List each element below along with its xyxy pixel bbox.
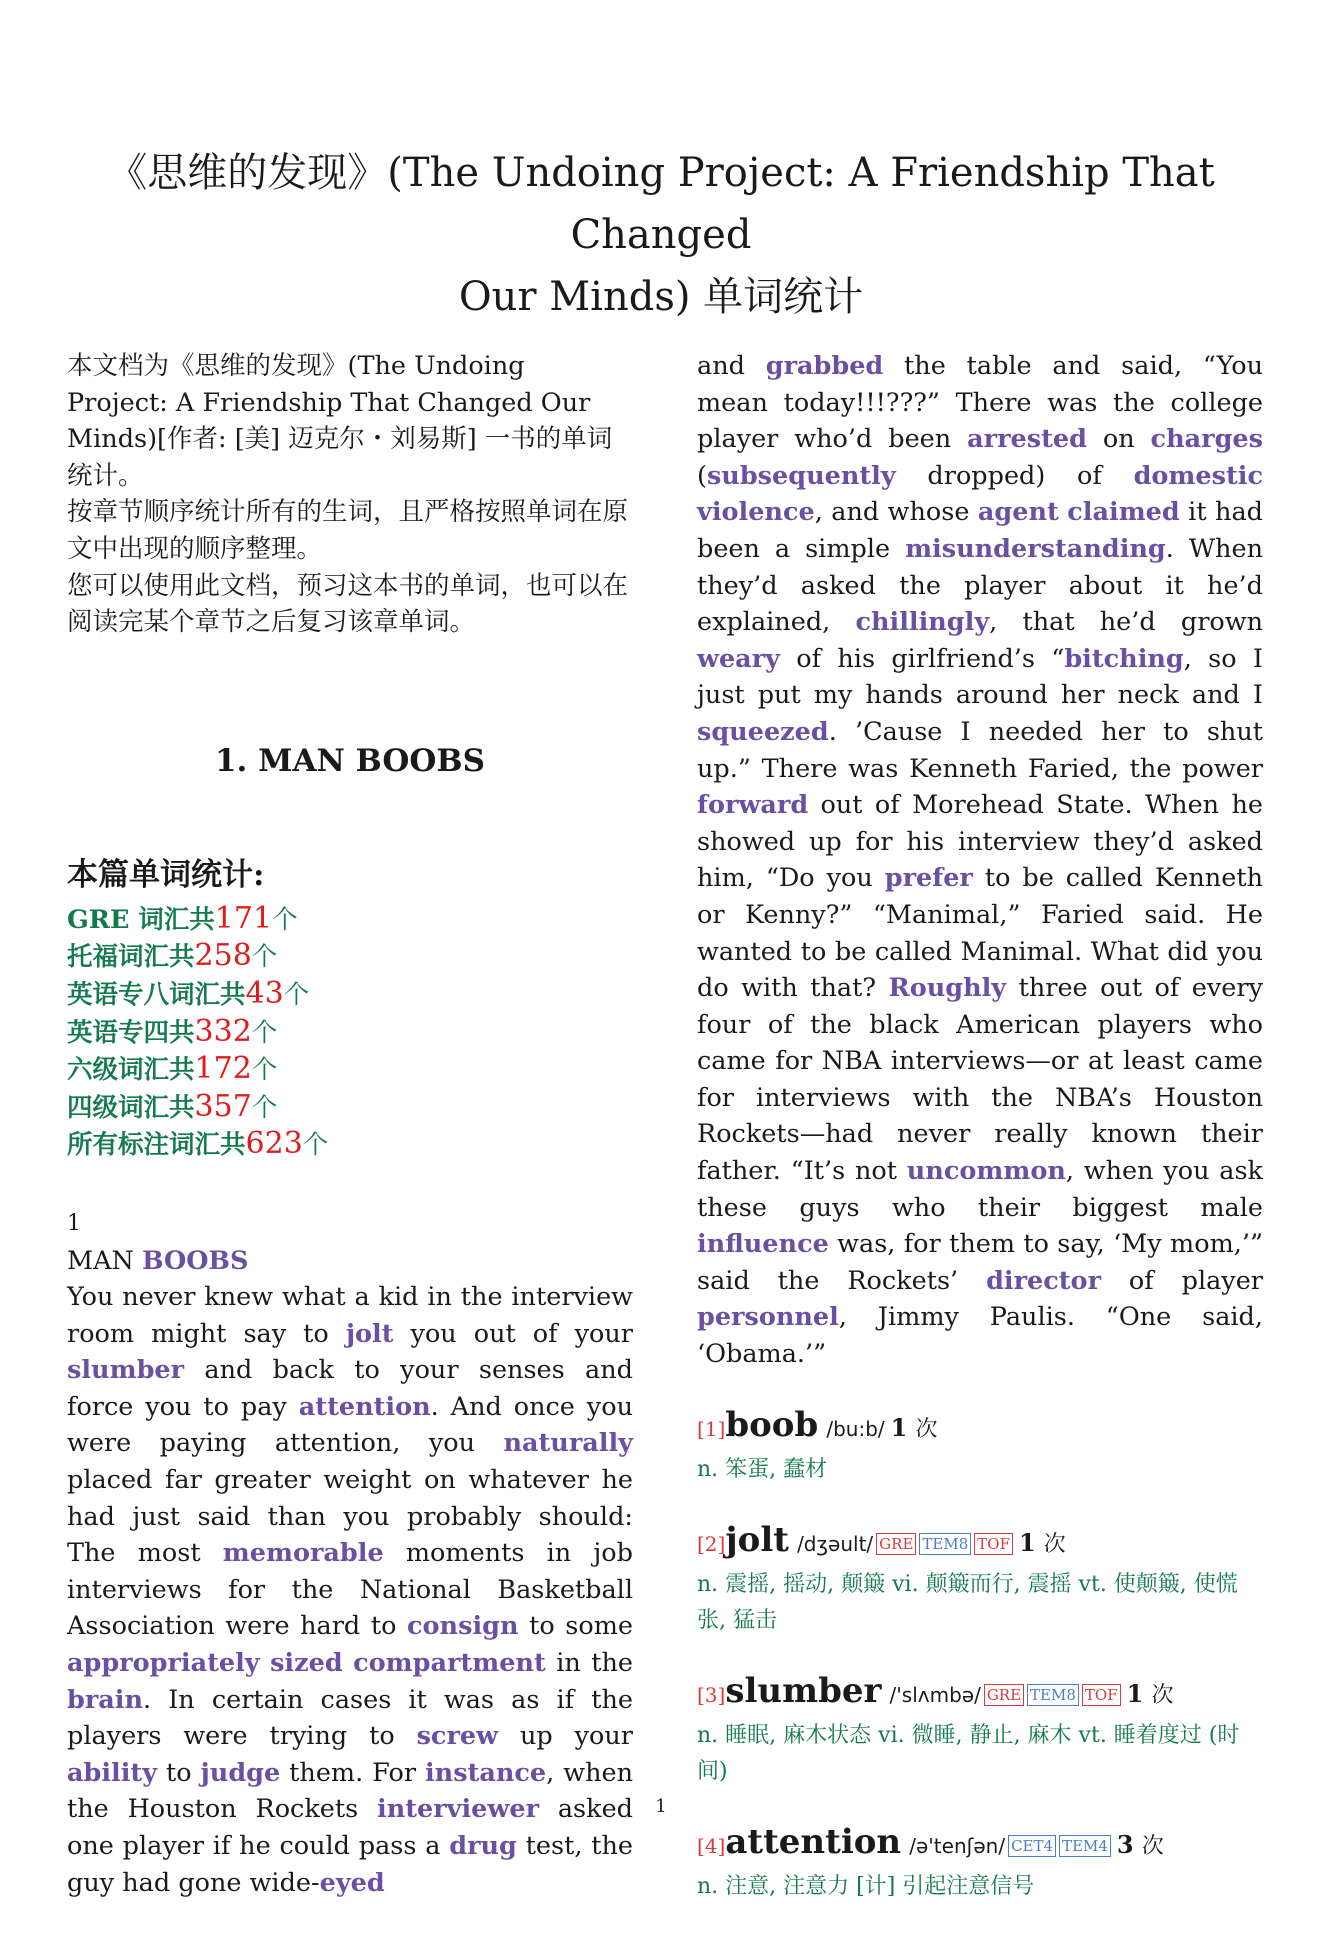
body-text: , so I just put my hands around her neck and I — [697, 643, 1263, 711]
vocab-count-unit: 次 — [915, 1416, 938, 1442]
stats-list — [67, 901, 633, 1164]
vocab-highlight: misunderstanding — [905, 533, 1166, 564]
body-text: You never knew what a kid in the interview room might say to — [67, 1282, 633, 1349]
vocab-highlight: sized — [270, 1648, 343, 1679]
vocab-highlight: grabbed — [765, 351, 884, 381]
vocab-highlight: naturally — [503, 1428, 633, 1459]
body-text: and — [697, 351, 766, 381]
vocab-pronunciation: /dʒəult/ — [797, 1531, 874, 1556]
stat-line — [67, 938, 633, 976]
vocab-highlight: prefer — [884, 863, 973, 894]
vocab-tag: GRE — [876, 1533, 916, 1555]
vocab-tag: TOF — [1082, 1684, 1121, 1706]
vocab-highlight: drug — [449, 1831, 517, 1861]
vocab-highlight: compartment — [353, 1648, 546, 1679]
page-title — [60, 142, 1262, 328]
body-text: . ’Cause I needed her to shut up.” There was Kenneth Faried, the power — [697, 716, 1263, 784]
vocab-definition: n. 笨蛋, 蠢材 — [697, 1456, 828, 1482]
vocab-word: jolt — [725, 1519, 789, 1560]
vocab-highlight: attention — [298, 1391, 431, 1422]
vocab-entry — [697, 1820, 1263, 1905]
intro-line: 按章节顺序统计所有的生词，且严格按照单词在原文中出现的顺序整理。 — [67, 497, 629, 564]
body-text: to be called Kenneth or Kenny?” “Manimal,” Faried said. He wanted to be called Manimal. What did you do with that? — [697, 863, 1263, 1004]
stat-unit: 个 — [251, 1017, 278, 1048]
body-text — [260, 1648, 270, 1678]
body-text: , when the Houston Rockets — [67, 1757, 634, 1825]
vocab-index: [1] — [697, 1416, 726, 1441]
stat-count: 623 — [245, 1126, 303, 1162]
body-text: , and whose — [814, 497, 978, 528]
stat-count: 357 — [194, 1088, 252, 1124]
vocab-highlight: slumber — [67, 1355, 185, 1386]
stat-label: 所有标注词汇共 — [67, 1130, 246, 1161]
vocab-highlight: uncommon — [906, 1156, 1066, 1187]
stat-line — [67, 976, 633, 1014]
vocab-highlight: screw — [416, 1721, 499, 1752]
title-line-1: 《思维的发现》(The Undoing Project: A Friendship That Changed — [107, 150, 1215, 258]
vocab-tag: TEM8 — [919, 1533, 971, 1555]
vocab-highlight: influence — [697, 1229, 829, 1260]
vocab-count: 1 — [1018, 1527, 1036, 1557]
left-column — [67, 348, 633, 1901]
stat-label: 六级词汇共 — [67, 1055, 195, 1086]
vocab-highlight: jolt — [345, 1318, 394, 1349]
vocab-highlight: instance — [424, 1757, 547, 1788]
vocab-index: [4] — [697, 1833, 726, 1858]
vocab-pronunciation: /'slʌmbə/ — [889, 1682, 981, 1707]
vocab-highlight: violence — [697, 497, 815, 528]
section-heading: 1. MAN BOOBS — [214, 742, 486, 779]
body-text: asked one player if he could pass a — [67, 1794, 633, 1861]
vocab-count: 1 — [1126, 1678, 1144, 1708]
right-column — [697, 348, 1263, 1935]
vocab-highlight: squeezed — [697, 716, 829, 747]
body-text — [1059, 497, 1067, 527]
body-text: out of Morehead State. When he showed up for his interview they’d asked him, “Do you — [697, 790, 1263, 894]
vocab-count-unit: 次 — [1141, 1833, 1164, 1859]
vocab-tag: CET4 — [1008, 1835, 1056, 1857]
vocab-highlight: memorable — [222, 1538, 384, 1569]
stat-label: GRE 词汇共 — [67, 904, 215, 935]
stat-line — [67, 1126, 633, 1164]
body-text: it had been a simple — [697, 497, 1263, 564]
vocab-pronunciation: /bu:b/ — [826, 1416, 885, 1441]
intro-block — [67, 348, 633, 641]
body-text — [343, 1648, 353, 1678]
stats-heading: 本篇单词统计: — [67, 856, 265, 893]
title-line-2: Our Minds) 单词统计 — [458, 274, 864, 320]
body-text: up your — [498, 1721, 633, 1752]
vocab-highlight: claimed — [1067, 497, 1180, 528]
vocab-highlight: bitching — [1064, 643, 1184, 674]
vocab-highlight: eyed — [319, 1867, 385, 1898]
body-text-right — [697, 348, 1263, 1373]
chapter-title-plain: MAN — [67, 1245, 142, 1276]
vocab-entry — [697, 1518, 1263, 1639]
vocab-tag: TEM4 — [1059, 1835, 1111, 1857]
body-text: ( — [697, 460, 707, 491]
stat-label: 英语专八词汇共 — [67, 979, 246, 1010]
vocab-word: boob — [725, 1404, 819, 1445]
vocab-highlight: personnel — [697, 1302, 839, 1333]
vocab-index: [3] — [697, 1682, 726, 1707]
stat-line — [67, 1051, 633, 1089]
vocab-highlight: domestic — [1133, 460, 1263, 491]
vocab-pronunciation: /ə'tenʃən/ — [909, 1833, 1006, 1858]
stat-unit: 个 — [251, 1055, 278, 1086]
chapter-title — [67, 1243, 633, 1280]
vocab-highlight: forward — [697, 790, 809, 821]
vocab-count: 1 — [890, 1412, 908, 1442]
intro-line: 您可以使用此文档，预习这本书的单词，也可以在阅读完某个章节之后复习该章单词。 — [67, 570, 629, 638]
body-text: . When they’d asked the player about it he’d explained, — [697, 533, 1263, 638]
stat-unit: 个 — [251, 1092, 278, 1123]
vocab-entry — [697, 1669, 1263, 1790]
body-text: on — [1086, 424, 1151, 455]
stat-unit: 个 — [283, 979, 310, 1010]
vocab-definition: n. 震摇, 摇动, 颠簸 vi. 颠簸而行, 震摇 vt. 使颠簸, 使慌张, 猛击 — [697, 1571, 1238, 1633]
stat-line — [67, 901, 633, 939]
vocab-tag: TOF — [974, 1533, 1013, 1555]
vocab-tag: TEM8 — [1027, 1684, 1079, 1706]
vocab-highlight: arrested — [967, 424, 1087, 455]
vocab-definition: n. 注意, 注意力 [计] 引起注意信号 — [697, 1873, 1035, 1899]
vocab-highlight: judge — [200, 1757, 281, 1788]
stat-line — [67, 1089, 633, 1127]
stat-count: 171 — [214, 900, 273, 936]
stat-count: 332 — [194, 1013, 252, 1049]
stat-unit: 个 — [251, 942, 278, 973]
body-text: , Jimmy Paulis. “One said, ‘Obama.’” — [697, 1302, 1263, 1370]
vocab-entry — [697, 1403, 1263, 1488]
body-text: was, for them to say, ‘My mom,’” said the Rockets’ — [697, 1229, 1263, 1296]
stat-line — [67, 1014, 633, 1052]
vocab-count-unit: 次 — [1043, 1531, 1066, 1557]
intro-line: 本文档为《思维的发现》(The Undoing Project: A Friendship That Changed Our Minds)[作者: [美] 迈克尔・刘易斯] 一书的单词统计。 — [67, 351, 613, 491]
body-text: moments in job interviews for the National Basketball Association were hard to — [67, 1538, 633, 1642]
body-text: in the — [545, 1648, 633, 1679]
body-text: test, the guy had gone wide- — [67, 1831, 633, 1898]
vocab-highlight: agent — [977, 497, 1059, 528]
stat-label: 托福词汇共 — [67, 942, 195, 973]
stat-label: 四级词汇共 — [67, 1092, 195, 1123]
vocab-highlight: weary — [697, 643, 780, 674]
body-text: of player — [1101, 1265, 1263, 1296]
vocab-word: slumber — [725, 1670, 882, 1711]
chapter-title-highlight: BOOBS — [141, 1245, 249, 1276]
vocab-head — [697, 1669, 1263, 1718]
body-text: three out of every four of the black American players who came for NBA interviews—or at least came for interviews with the NBA’s Houston Rockets—had never really known their father. “It’s not — [697, 973, 1263, 1187]
stat-unit: 个 — [302, 1130, 329, 1161]
vocab-highlight: appropriately — [67, 1648, 260, 1679]
stat-count: 172 — [194, 1051, 252, 1087]
vocab-tag: GRE — [984, 1684, 1024, 1706]
page-number: 1 — [655, 1796, 667, 1817]
body-text: you out of your — [393, 1318, 633, 1349]
body-text: of his girlfriend’s “ — [779, 643, 1065, 674]
body-text: to some — [518, 1611, 633, 1642]
chapter-number: 1 — [67, 1210, 81, 1236]
vocab-highlight: charges — [1150, 424, 1263, 455]
body-text: dropped) of — [895, 460, 1134, 491]
body-text: , when you ask these guys who their biggest male — [697, 1156, 1263, 1223]
body-text: and back to your senses and force you to pay — [67, 1355, 633, 1422]
vocab-highlight: consign — [407, 1611, 519, 1642]
vocab-highlight: subsequently — [706, 460, 896, 491]
vocab-highlight: brain — [67, 1684, 144, 1715]
vocab-highlight: ability — [67, 1757, 158, 1788]
vocab-index: [2] — [697, 1531, 726, 1556]
vocab-head — [697, 1403, 1263, 1452]
vocab-definition: n. 睡眠, 麻木状态 vi. 微睡, 静止, 麻木 vt. 睡着度过 (时间) — [697, 1722, 1240, 1784]
body-text: them. For — [280, 1757, 425, 1788]
vocab-highlight: interviewer — [377, 1794, 540, 1825]
vocab-count: 3 — [1116, 1829, 1134, 1859]
body-text: the table and said, “You mean today!!!???” There was the college player who’d been — [697, 351, 1263, 455]
vocab-highlight: director — [986, 1265, 1102, 1296]
vocab-highlight: Roughly — [888, 973, 1007, 1004]
stat-unit: 个 — [272, 904, 298, 935]
vocab-head — [697, 1518, 1263, 1567]
body-text: , that he’d grown — [989, 607, 1264, 638]
vocab-head — [697, 1820, 1263, 1869]
vocab-word: attention — [725, 1821, 902, 1862]
vocab-count-unit: 次 — [1151, 1682, 1174, 1708]
stat-count: 258 — [194, 938, 252, 974]
vocab-highlight: chillingly — [855, 607, 990, 638]
stat-count: 43 — [245, 975, 284, 1011]
body-text: . And once you were paying attention, you — [67, 1391, 633, 1459]
stat-label: 英语专四共 — [67, 1017, 195, 1048]
body-text: . In certain cases it was as if the players were trying to — [67, 1684, 633, 1752]
body-text: placed far greater weight on whatever he had just said than you probably should: The most — [67, 1465, 633, 1569]
vocab-list — [697, 1403, 1263, 1905]
body-text: to — [157, 1757, 201, 1788]
